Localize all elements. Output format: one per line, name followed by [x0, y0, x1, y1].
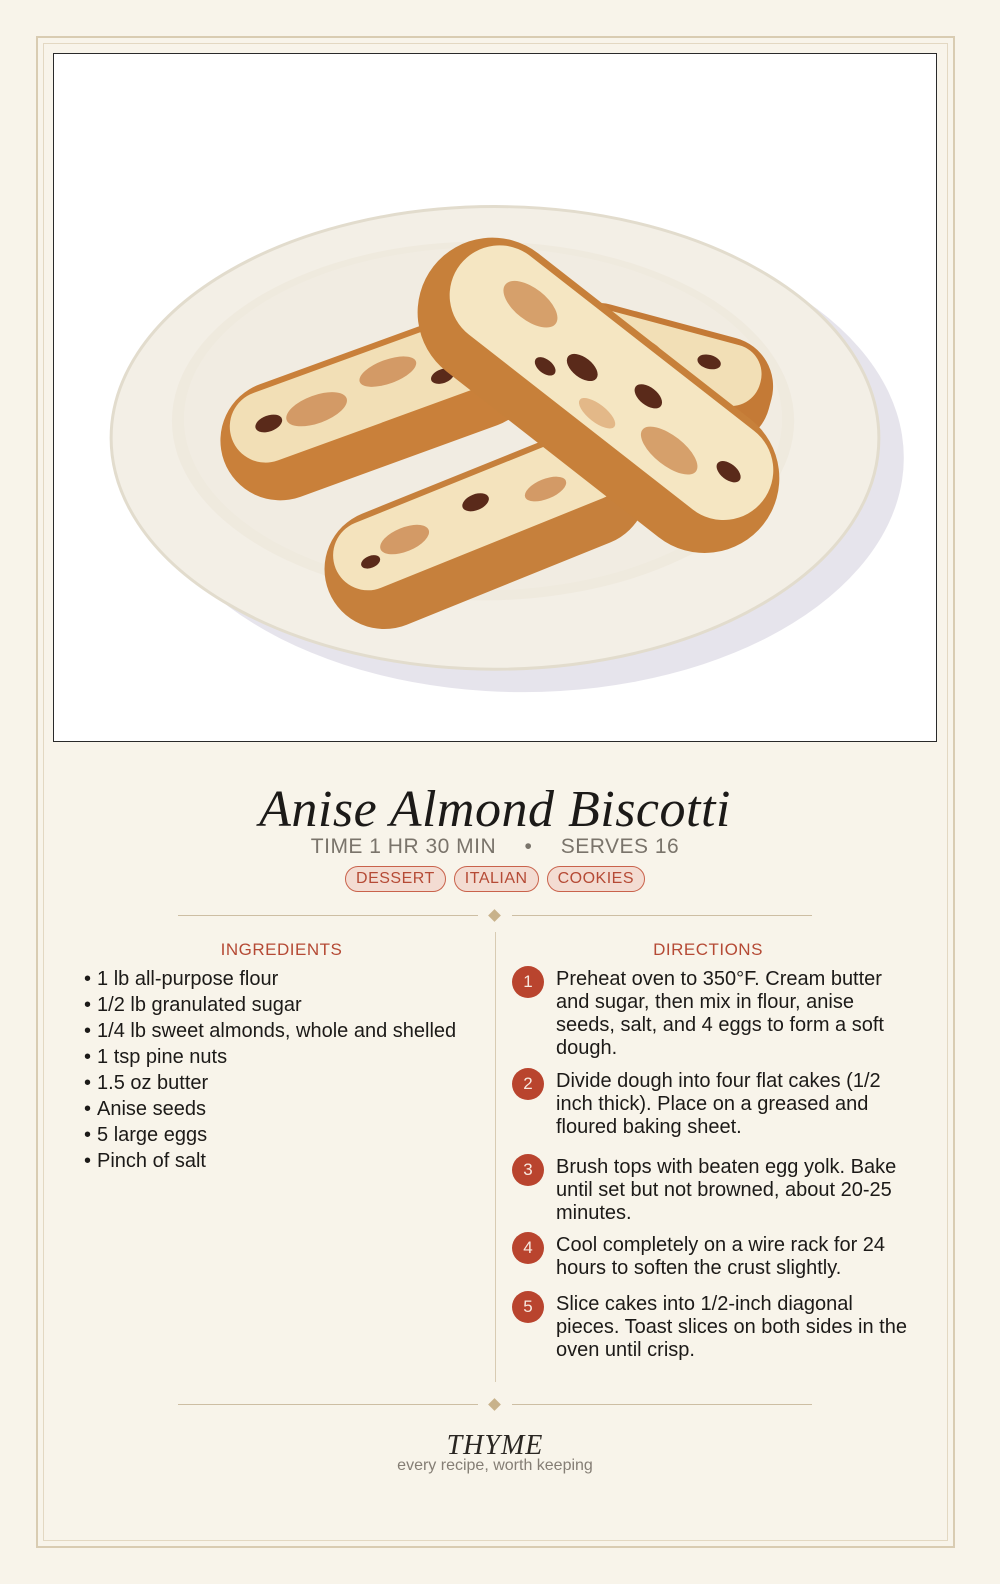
ingredients-list	[84, 966, 489, 1174]
step-number-badge: 2	[512, 1068, 544, 1100]
recipe-serves: SERVES 16	[560, 835, 680, 858]
recipe-title: Anise Almond Biscotti	[259, 781, 731, 838]
step-number-badge: 3	[512, 1154, 544, 1186]
step-text: Preheat oven to 350°F. Cream butter and sugar, then mix in flour, anise seeds, salt, and 4 eggs to form a soft dough.	[556, 968, 884, 1059]
tag-cookies[interactable]: COOKIES	[547, 866, 645, 892]
ingredient-item: • 1 tsp pine nuts	[84, 1044, 489, 1070]
ingredient-item: • 1.5 oz butter	[84, 1070, 489, 1096]
recipe-meta	[53, 835, 937, 859]
tag-dessert[interactable]: DESSERT	[345, 866, 446, 892]
step-number-badge: 5	[512, 1291, 544, 1323]
ingredient-item: • 1/2 lb granulated sugar	[84, 992, 489, 1018]
tag-italian[interactable]: ITALIAN	[454, 866, 539, 892]
ingredient-item: • 1/4 lb sweet almonds, whole and shelled	[84, 1018, 489, 1044]
step-number-badge: 4	[512, 1232, 544, 1264]
recipe-illustration	[53, 53, 937, 742]
recipe-time: TIME 1 HR 30 MIN	[310, 835, 497, 858]
ingredient-item: • Pinch of salt	[84, 1148, 489, 1174]
tag-list	[53, 866, 937, 892]
meta-separator: •	[524, 835, 533, 858]
column-divider	[495, 932, 496, 1382]
ingredients-heading: INGREDIENTS	[220, 940, 343, 959]
step-text: Brush tops with beaten egg yolk. Bake until set but not browned, about 20-25 minutes.	[556, 1156, 897, 1224]
ingredient-item: • 1 lb all-purpose flour	[84, 966, 489, 992]
directions-heading: DIRECTIONS	[653, 940, 763, 959]
brand-tagline: every recipe, worth keeping	[397, 1457, 593, 1474]
diamond-ornament-icon	[488, 909, 501, 922]
step-text: Slice cakes into 1/2-inch diagonal pieces. Toast slices on both sides in the oven until crisp.	[556, 1293, 907, 1361]
diamond-ornament-icon	[488, 1398, 501, 1411]
brand-logo: THYME	[446, 1430, 544, 1461]
ingredient-item: • Anise seeds	[84, 1096, 489, 1122]
divider-bottom	[178, 1398, 812, 1412]
divider-top	[178, 909, 812, 923]
step-text: Cool completely on a wire rack for 24 hours to soften the crust slightly.	[556, 1234, 886, 1279]
ingredient-item: • 5 large eggs	[84, 1122, 489, 1148]
step-text: Divide dough into four flat cakes (1/2 inch thick). Place on a greased and floured baking sheet.	[556, 1070, 881, 1138]
step-number-badge: 1	[512, 966, 544, 998]
